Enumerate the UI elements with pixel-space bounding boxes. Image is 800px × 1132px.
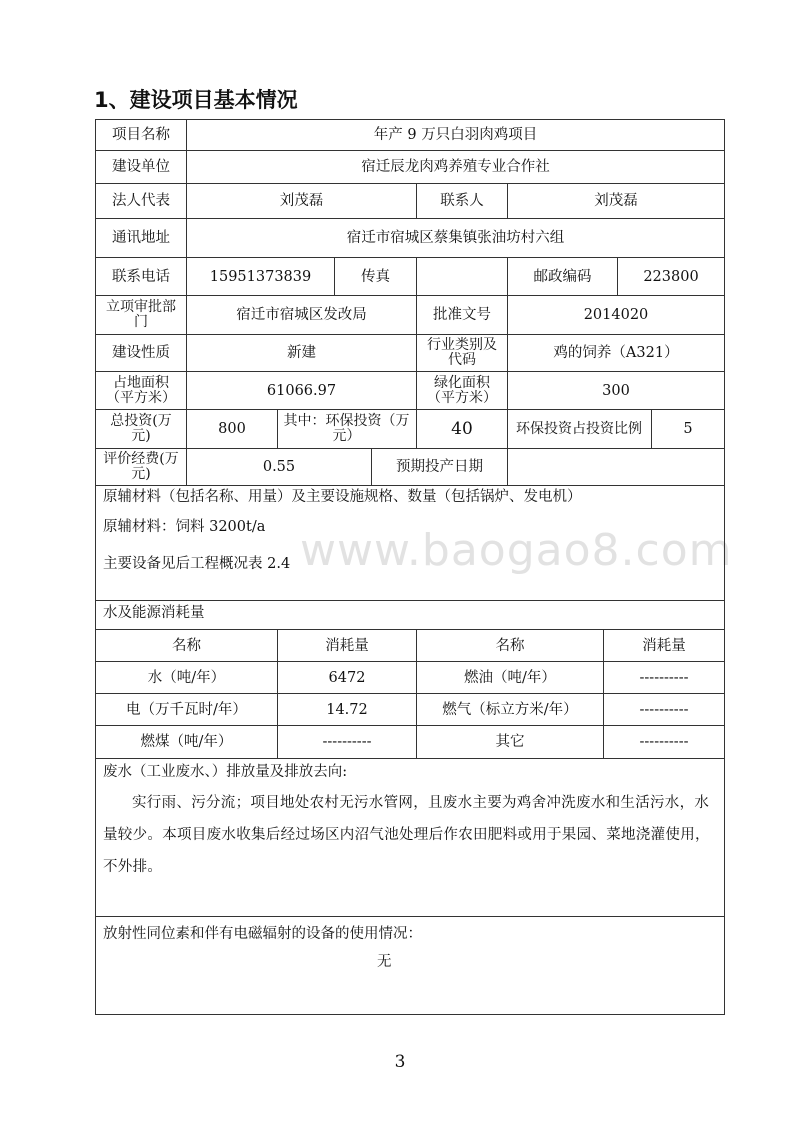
approval-no-value: 2014020	[583, 307, 649, 323]
green-label: 绿化面积（平方米）	[427, 374, 497, 406]
energy-cell: 燃煤（吨/年）	[140, 734, 233, 750]
energy-cell: ----------	[639, 669, 689, 686]
unit-label: 建设单位	[112, 159, 170, 175]
section-heading: 1、建设项目基本情况	[94, 88, 298, 112]
industry-label: 行业类别及代码	[427, 337, 497, 368]
env-ratio-value: 5	[683, 421, 693, 437]
area-value: 61066.97	[266, 382, 337, 399]
unit-value: 宿迁辰龙肉鸡养殖专业合作社	[361, 159, 550, 175]
energy-title: 水及能源消耗量	[103, 605, 205, 621]
energy-cell: 燃气（标立方米/年）	[442, 701, 578, 718]
approval-dept-label: 立项审批部门	[106, 299, 176, 330]
postcode-label: 邮政编码	[533, 268, 592, 285]
energy-cell: ----------	[639, 734, 689, 750]
materials-title: 原辅材料（包括名称、用量）及主要设施规格、数量（包括锅炉、发电机）	[103, 489, 582, 505]
approval-dept-value: 宿迁市宿城区发改局	[236, 307, 367, 323]
page-number: 3	[394, 1052, 406, 1072]
green-value: 300	[602, 382, 630, 399]
invest-value: 800	[218, 421, 246, 437]
energy-cell: ----------	[322, 734, 372, 750]
energy-cell: 14.72	[326, 701, 368, 718]
materials-line: 原辅材料：饲料 3200t/a	[103, 519, 266, 535]
fax-value	[417, 258, 507, 295]
equipment-line: 主要设备见后工程概况表 2.4	[103, 556, 291, 572]
address-value: 宿迁市宿城区蔡集镇张油坊村六组	[346, 230, 565, 246]
address-label: 通讯地址	[112, 230, 170, 246]
energy-header-amount: 消耗量	[325, 637, 369, 654]
env-invest-value: 40	[451, 419, 473, 439]
energy-cell: 6472	[328, 669, 366, 686]
legal-rep-label: 法人代表	[112, 193, 170, 209]
watermark: www.baogao8.com	[300, 525, 733, 576]
wastewater-body: 实行雨、污分流；项目地处农村无污水管网，且废水主要为鸡舍冲洗废水和生活污水，水量较少。本项目废水收集后经过场区内沼气池处理后作农田肥料或用于果园、菜地浇灌使用，不外排。	[103, 795, 710, 875]
postcode-value: 223800	[643, 268, 699, 285]
legal-rep-value: 刘茂磊	[279, 193, 324, 209]
contact-label: 联系人	[440, 193, 484, 209]
energy-header-name: 名称	[172, 637, 201, 654]
nature-value: 新建	[287, 345, 316, 361]
energy-cell: 电（万千瓦时/年）	[126, 701, 247, 718]
energy-header-amount: 消耗量	[642, 637, 686, 654]
env-invest-label: 其中：环保投资（万元）	[283, 413, 410, 444]
project-name-label: 项目名称	[112, 127, 170, 143]
energy-cell: ----------	[639, 701, 689, 718]
env-ratio-label: 环保投资占投资比例	[516, 420, 642, 437]
energy-cell: 其它	[495, 734, 525, 750]
eval-fee-value: 0.55	[262, 459, 296, 475]
energy-cell: 燃油（吨/年）	[464, 669, 556, 686]
industry-value: 鸡的饲养（A321）	[553, 345, 679, 361]
energy-cell: 水（吨/年）	[147, 669, 226, 686]
radiation-value: 无	[377, 954, 392, 970]
approval-no-label: 批准文号	[433, 307, 491, 323]
nature-label: 建设性质	[112, 345, 170, 361]
phone-label: 联系电话	[112, 268, 170, 285]
fax-label: 传真	[361, 268, 390, 285]
energy-header-name: 名称	[495, 637, 525, 654]
start-date-value	[508, 449, 724, 485]
wastewater-title: 废水（工业废水、）排放量及排放去向:	[103, 764, 348, 780]
contact-value: 刘茂磊	[594, 193, 638, 209]
area-label: 占地面积（平方米）	[106, 374, 176, 406]
invest-label: 总投资(万元)	[110, 413, 172, 444]
eval-fee-label: 评价经费(万元)	[103, 451, 179, 482]
start-date-label: 预期投产日期	[396, 459, 483, 475]
radiation-title: 放射性同位素和伴有电磁辐射的设备的使用情况：	[103, 926, 422, 942]
project-name-value: 年产 9 万只白羽肉鸡项目	[373, 127, 538, 143]
phone-value: 15951373839	[209, 268, 312, 285]
